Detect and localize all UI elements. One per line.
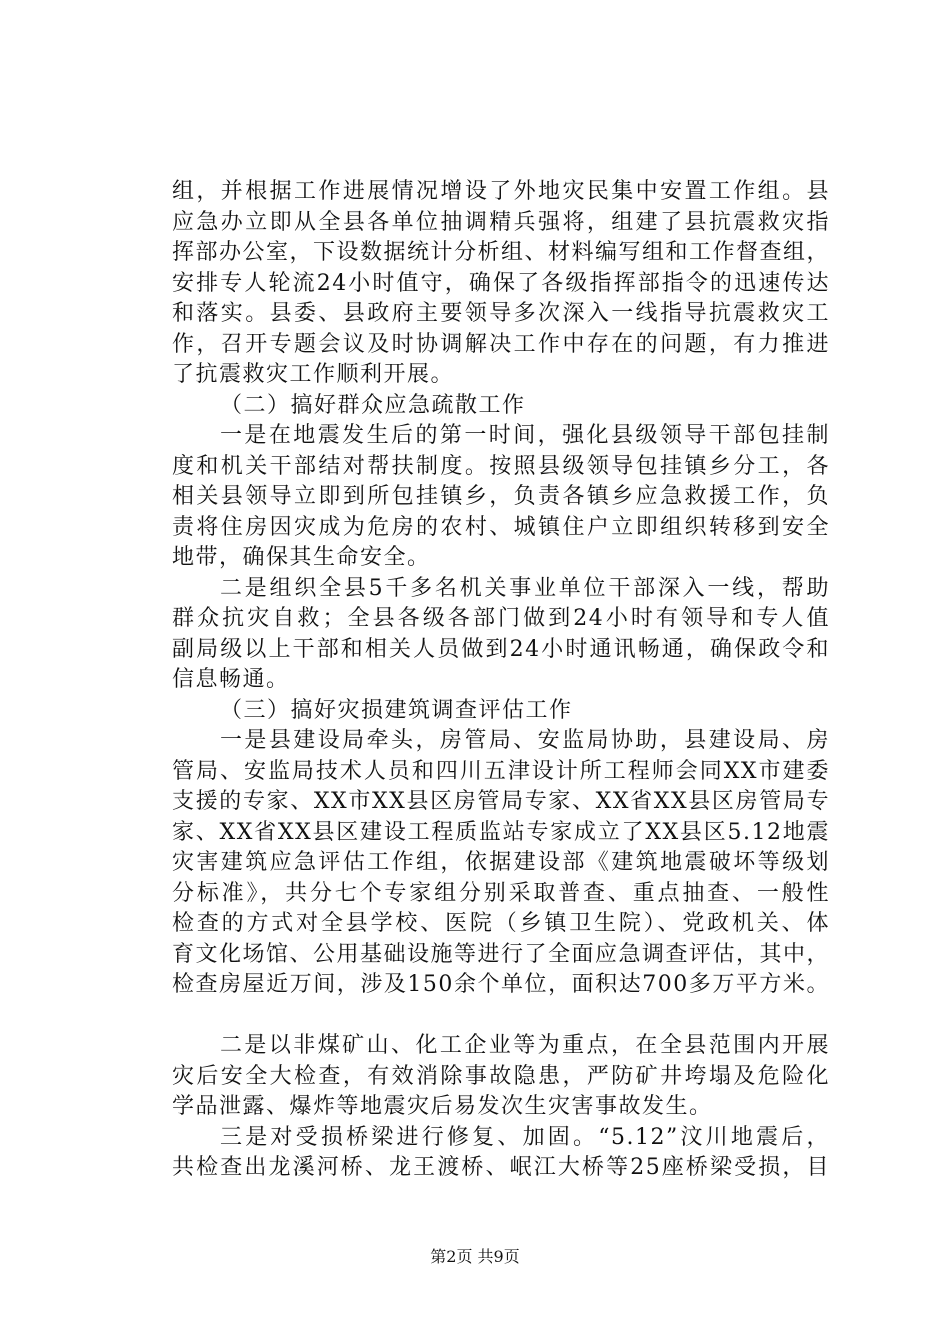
text-line: 度和机关干部结对帮扶制度。按照县级领导包挂镇乡分工，各: [172, 453, 830, 479]
text-line: 信息畅通。: [172, 667, 290, 692]
text-line: 安排专人轮流24小时值守，确保了各级指挥部指令的迅速传达: [172, 270, 830, 296]
text-line: 挥部办公室，下设数据统计分析组、材料编写组和工作督查组，: [172, 240, 830, 265]
text-line: 一是县建设局牵头，房管局、安监局协助，县建设局、房: [220, 728, 830, 753]
text-line: 检查房屋近万间，涉及150余个单位，面积达700多万平方米。: [172, 972, 830, 997]
text-line: 家、XX省XX县区建设工程质监站专家成立了XX县区5.12地震: [172, 819, 830, 845]
text-line: 灾后安全大检查，有效消除事故隐患，严防矿井垮塌及危险化: [172, 1063, 830, 1089]
text-line: 组，并根据工作进展情况增设了外地灾民集中安置工作组。县: [172, 179, 830, 204]
text-line: 作，召开专题会议及时协调解决工作中存在的问题，有力推进: [172, 331, 830, 357]
text-line: 二是组织全县5千多名机关事业单位干部深入一线，帮助: [220, 575, 830, 601]
text-line: （二）搞好群众应急疏散工作: [220, 392, 526, 418]
text-line: 共检查出龙溪河桥、龙王渡桥、岷江大桥等25座桥梁受损，目: [172, 1155, 830, 1180]
text-line: 检查的方式对全县学校、医院（乡镇卫生院）、党政机关、体: [172, 911, 830, 936]
text-line: 学品泄露、爆炸等地震灾后易发次生灾害事故发生。: [172, 1094, 713, 1119]
text-line: 三是对受损桥梁进行修复、加固。“5.12”汶川地震后，: [220, 1124, 830, 1150]
text-line: 育文化场馆、公用基础设施等进行了全面应急调查评估，其中，: [172, 941, 830, 967]
text-line: 和落实。县委、县政府主要领导多次深入一线指导抗震救灾工: [172, 301, 830, 326]
text-line: 分标准》，共分七个专家组分别采取普查、重点抽查、一般性: [172, 880, 830, 906]
text-line: 灾害建筑应急评估工作组，依据建设部《建筑地震破坏等级划: [172, 850, 830, 875]
text-line: 群众抗灾自救；全县各级各部门做到24小时有领导和专人值: [172, 606, 830, 631]
text-line: 地带，确保其生命安全。: [172, 545, 431, 570]
text-line: （三）搞好灾损建筑调查评估工作: [220, 697, 573, 723]
text-line: 相关县领导立即到所包挂镇乡，负责各镇乡应急救援工作，负: [172, 484, 830, 509]
text-line: 二是以非煤矿山、化工企业等为重点，在全县范围内开展: [220, 1033, 830, 1058]
text-line: 支援的专家、XX市XX县区房管局专家、XX省XX县区房管局专: [172, 789, 830, 814]
text-line: 责将住房因灾成为危房的农村、城镇住户立即组织转移到安全: [172, 514, 830, 540]
text-line: 副局级以上干部和相关人员做到24小时通讯畅通，确保政令和: [172, 636, 830, 662]
text-line: 一是在地震发生后的第一时间，强化县级领导干部包挂制: [220, 423, 830, 448]
text-line: 管局、安监局技术人员和四川五津设计所工程师会同XX市建委: [172, 758, 830, 784]
page-footer: 第2页 共9页: [430, 1247, 520, 1266]
text-line: 了抗震救灾工作顺利开展。: [172, 362, 455, 387]
text-line: 应急办立即从全县各单位抽调精兵强将，组建了县抗震救灾指: [172, 209, 830, 235]
